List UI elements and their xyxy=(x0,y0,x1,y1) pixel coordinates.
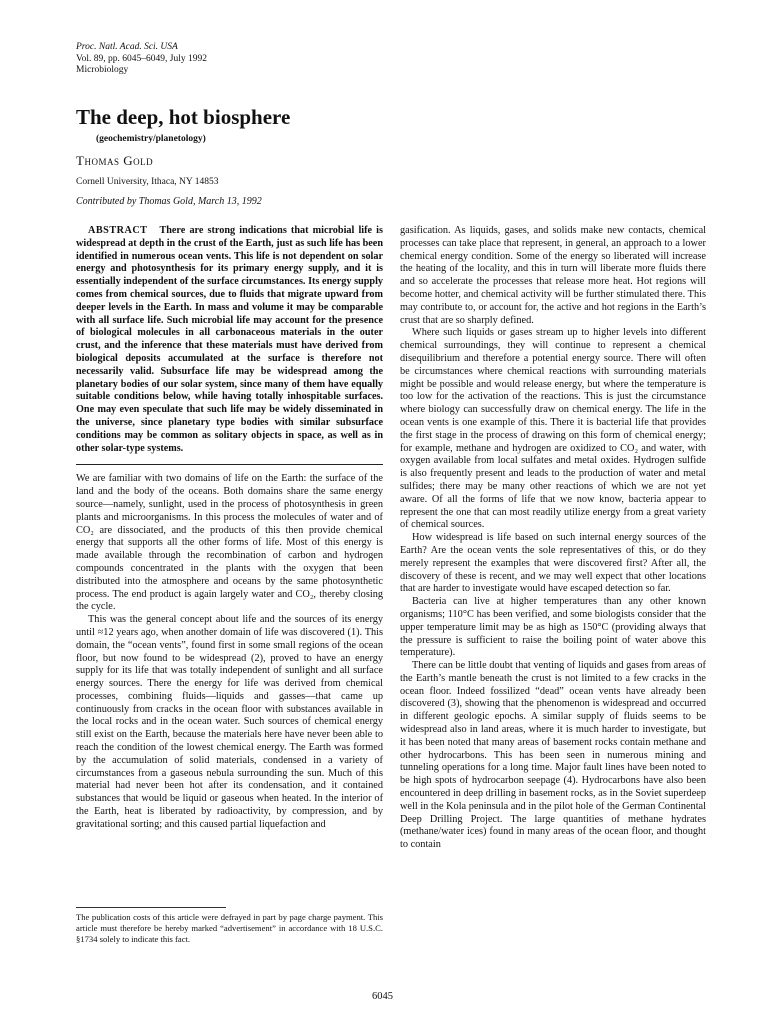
article-title: The deep, hot biosphere xyxy=(76,105,291,129)
footnote: The publication costs of this article were defrayed in part by page charge payment. This article must therefore be hereby marked “advertisement” in accordance with 18 U.S.C. §1734 solely to indicate this fact. xyxy=(76,912,383,944)
footnote-divider xyxy=(76,907,226,908)
abstract xyxy=(76,225,383,455)
journal-volume: Vol. 89, pp. 6045–6049, July 1992 xyxy=(76,53,207,64)
body-paragraph: gasification. As liquids, gases, and solids make new contacts, chemical processes can take place that represent, in general, an approach to a lower chemical energy condition. Some of the energy so liberated will increase the heating of the locality, and this in turn will liberate more fluids there and so accelerate the processes that release more heat. Hot regions will become hotter, and chemical activity will be further stimulated there. This may contribute to, or account for, the active and hot regions in the Earth’s crust that are so sharply defined. xyxy=(400,225,706,326)
abstract-text: There are strong indications that microbial life is widespread at depth in the crust of the Earth, just as such life has been identified in numerous ocean vents. This life is not dependent on solar energy and photosynthesis for its primary energy supply, and it is essentially independent of the surface circumstances. Its energy supply comes from chemical sources, due to fluids that migrate upward from deeper levels in the Earth. In mass and volume it may be comparable with all surface life. Such microbial life may account for the presence of biological molecules in all carbonaceous materials in the outer crust, and the inference that these materials must have derived from biological deposits accumulated at the surface is therefore not necessarily valid. Subsurface life may be widespread among the planetary bodies of our solar system, since many of them have equally suitable conditions below, while having totally inhospitable surfaces. One may even speculate that such life may be widely disseminated in the universe, since planetary type bodies with similar subsurface conditions may be common as solitary objects in space, as well as in other solar-type systems. xyxy=(76,225,383,454)
body-paragraph: Where such liquids or gases stream up to higher levels into different chemical surroundings, they will continue to represent a chemical disequilibrium and therefore a potential energy source. There will often be circumstances where chemical reactions with surrounding materials might be possible and would release energy, but where the temperature is too low for the activation of the reactions. This is just the circumstance where biology can successfully draw on chemical energy. The life in the ocean vents is one example of this. There it is bacterial life that provides the first stage in the process of drawing on this form of chemical energy; for example, methane and hydrogen are oxidized to CO₂ and water, with oxygen available from local sulfates and metal oxides. Hydrogen sulfide is also frequently present and leads to the production of water and metal sulfides; there may be many other reactions of which we are not yet aware. Of all the forms of life that we now know, bacteria appear to represent the one that can most readily utilize energy from a great variety of chemical sources. xyxy=(400,327,706,531)
body-paragraph: This was the general concept about life and the sources of its energy until ≈12 years ago, when another domain of life was discovered (1). This domain, the “ocean vents”, found first in some small regions of the ocean floor, but now found to be widespread (2), proved to have an energy supply for its life that was totally independent of sunlight and all surface energy sources. There the energy for life was derived from chemical processes, combining fluids—liquids and gasses—that came up continuously from cracks in the ocean floor with substances available in the local rocks and in the ocean water. Such sources of chemical energy still exist on the Earth, because the materials here have never been able to reach the condition of the lowest chemical energy. The Earth was formed by the accumulation of solid materials, condensed in a variety of circumstances from a gaseous nebula surrounding the sun. Much of this material had never been hot after its condensation, and it contained substances that would be liquid or gaseous when heated. In the interior of the Earth, heat is liberated by radioactivity, by compression, and by gravitational sorting; and this caused partial liquefaction and xyxy=(76,614,383,830)
abstract-divider xyxy=(76,464,383,465)
keywords: (geochemistry/planetology) xyxy=(96,134,206,144)
body-paragraph: Bacteria can live at higher temperatures than any other known organisms; 110°C has been verified, and some biologists consider that the upper temperature limit may be as high as 150°C (providing always that the pressure is sufficient to raise the boiling point of water above this temperature). xyxy=(400,596,706,659)
journal-name: Proc. Natl. Acad. Sci. USA xyxy=(76,42,178,52)
body-paragraph: How widespread is life based on such internal energy sources of the Earth? Are the ocean vents the sole representatives of this, or do they merely represent the examples that were discovered first? After all, the discovery of these is recent, and we may well expect that other locations that are harder to investigate would have escaped detection so far. xyxy=(400,532,706,595)
page-number: 6045 xyxy=(372,991,393,1002)
author-name: Thomas Gold xyxy=(76,153,154,168)
body-paragraph: There can be little doubt that venting of liquids and gases from areas of the Earth’s mantle beneath the crust is not limited to a few cracks in the ocean floor. Indeed fossilized “dead” ocean vents have already been discovered (3), showing that the phenomenon is widespread and occurred in different geologic epochs. A similar supply of fluids seems to be widespread also in land areas, where it is much harder to investigate, but it has been noted that many areas of basement rocks contain methane and other hydrocarbons. This has been seen in numerous mining and tunneling operations for a long time. Major fault lines have been noted to be high spots of hydrocarbon seepage (4). Hydrocarbons have also been encountered in deep drilling in basement rocks, as in the Soviet superdeep well in the Kola peninsula and in the pilot hole of the German Continental Deep Drilling Project. The large quantities of methane hydrates (methane/water ices) found in many areas of the ocean floor, and thought to contain xyxy=(400,660,706,851)
body-paragraph: We are familiar with two domains of life on the Earth: the surface of the land and the body of the oceans. Both domains share the same energy source—namely, sunlight, used in the process of photosynthesis in green plants and microorganisms. In this process the molecules of water and of CO₂ are dissociated, and the products of this then provide chemical energy that supports all the other forms of life. Most of this energy is made available through the recombination of carbon and hydrogen compounds concentrated in the plants with the oxygen that been distributed into the atmosphere and oceans by the same photosynthetic process. The end product is again largely water and CO₂, thereby closing the cycle. xyxy=(76,473,383,613)
left-column xyxy=(76,225,383,832)
contributed-by: Contributed by Thomas Gold, March 13, 1992 xyxy=(76,196,262,207)
abstract-heading: ABSTRACT xyxy=(88,225,148,236)
journal-section: Microbiology xyxy=(76,65,129,75)
affiliation: Cornell University, Ithaca, NY 14853 xyxy=(76,177,219,187)
right-column xyxy=(400,225,706,852)
journal-header xyxy=(76,42,376,77)
